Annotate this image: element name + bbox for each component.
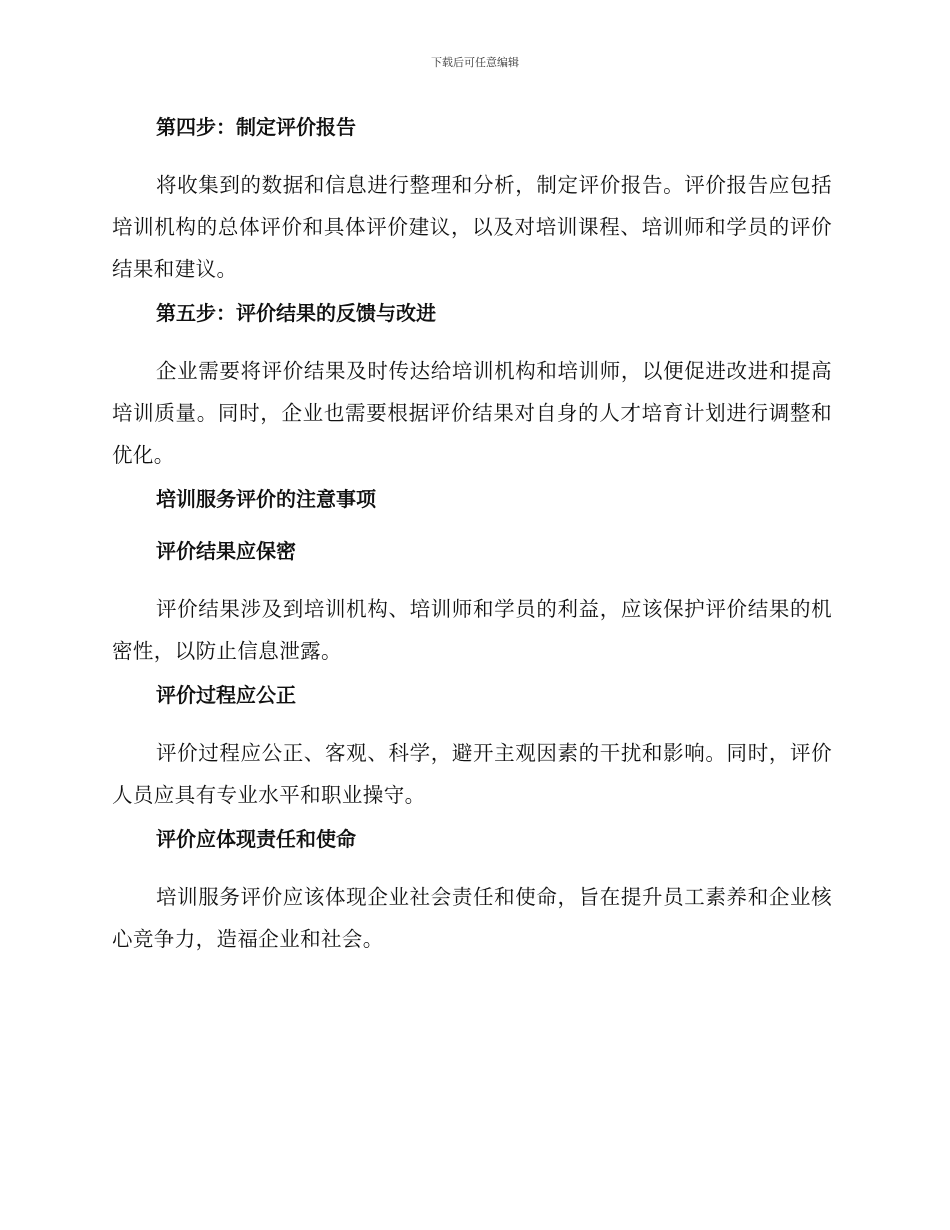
heading-step-four: 第四步：制定评价报告 bbox=[156, 115, 356, 139]
paragraph-step-four: 将收集到的数据和信息进行整理和分析，制定评价报告。评价报告应包括培训机构的总体评价和具体评价建议，以及对培训课程、培训师和学员的评价结果和建议。 bbox=[112, 173, 832, 281]
paragraph-fairness: 评价过程应公正、客观、科学，避开主观因素的干扰和影响。同时，评价人员应具有专业水平和职业操守。 bbox=[112, 741, 832, 807]
paragraph-confidential: 评价结果涉及到培训机构、培训师和学员的利益，应该保护评价结果的机密性，以防止信息泄露。 bbox=[112, 597, 832, 663]
heading-step-five: 第五步：评价结果的反馈与改进 bbox=[156, 301, 436, 325]
heading-notes: 培训服务评价的注意事项 bbox=[156, 487, 376, 511]
page-header: 下载后可任意编辑 bbox=[431, 56, 519, 69]
paragraph-responsibility: 培训服务评价应该体现企业社会责任和使命，旨在提升员工素养和企业核心竞争力，造福企业和社会。 bbox=[112, 885, 832, 951]
document-body bbox=[112, 112, 832, 968]
heading-fairness: 评价过程应公正 bbox=[156, 683, 296, 707]
heading-confidential: 评价结果应保密 bbox=[156, 539, 296, 563]
heading-responsibility: 评价应体现责任和使命 bbox=[156, 827, 356, 851]
paragraph-step-five: 企业需要将评价结果及时传达给培训机构和培训师，以便促进改进和提高培训质量。同时，企业也需要根据评价结果对自身的人才培育计划进行调整和优化。 bbox=[112, 359, 832, 467]
